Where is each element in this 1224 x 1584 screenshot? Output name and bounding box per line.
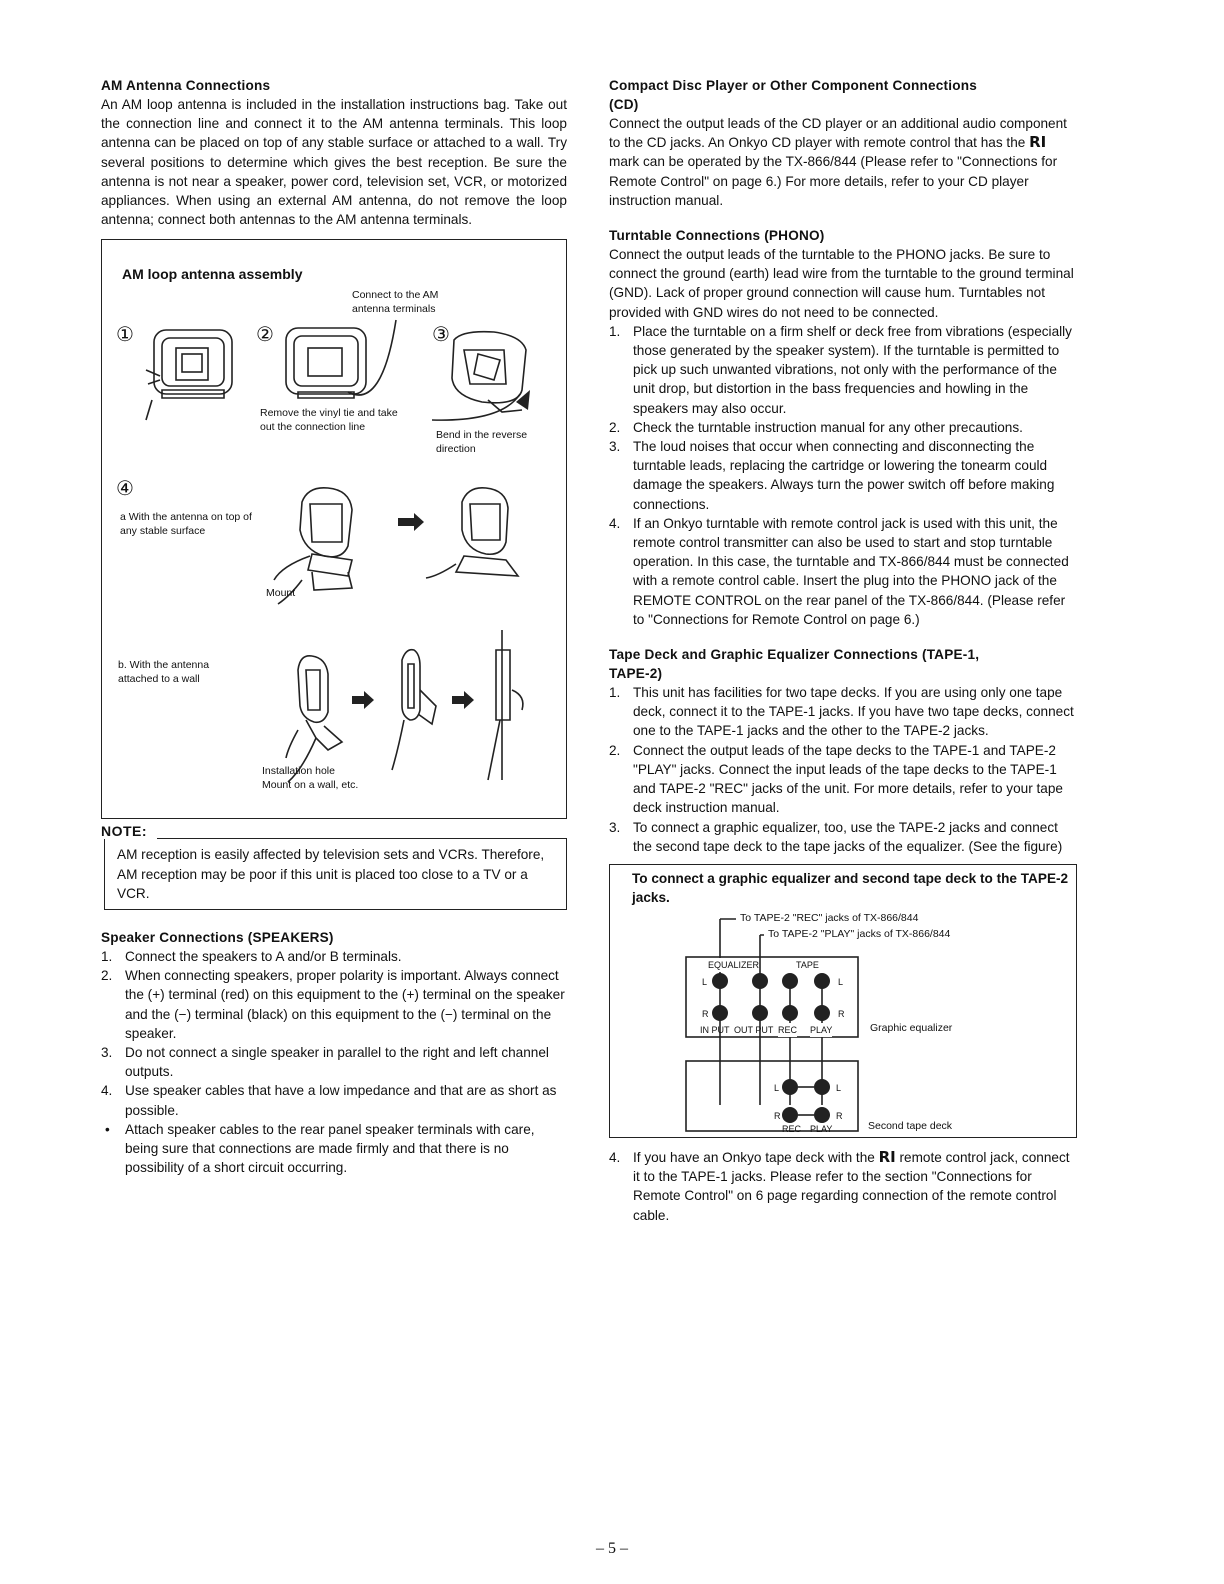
phono-heading: Turntable Connections (PHONO) <box>609 228 825 244</box>
speakers-heading: Speaker Connections (SPEAKERS) <box>101 930 334 946</box>
step-1-marker: ① <box>116 322 134 347</box>
speakers-list <box>101 947 567 1177</box>
deck-left-r: R <box>774 1110 781 1121</box>
surface-label: a With the antenna on top of any stable surface <box>120 511 252 538</box>
ri-mark-icon: RI <box>1029 133 1047 152</box>
list-item: 3. To connect a graphic equalizer, too, use the TAPE-2 jacks and connect the second tape deck to the tape jacks of the equalizer. (See the figure) <box>609 819 1063 854</box>
wall-label: b. With the antenna attached to a wall <box>118 659 210 686</box>
list-item: 1. Place the turntable on a firm shelf or deck free from vibrations (especially those generated by the speaker system). If the turntable is permitted to pick up such unwanted vibrations, not only with the performance of the unit drop, but distortion in the bass frequencies and howling in the speakers may also occur. <box>609 323 1072 416</box>
wall-mount-illustration <box>102 630 568 790</box>
rec-label: REC <box>778 1024 798 1035</box>
mount-wall-label: Mount on a wall, etc. <box>262 779 359 792</box>
list-item: 4. If you have an Onkyo tape deck with the RI remote control jack, connect it to the TAPE-1 jacks. Please refer to the section "Connections for Remote Control" on 6 page regarding connection of the remote control cable. <box>609 1147 1070 1223</box>
list-item: 1. This unit has facilities for two tape decks. If you are using only one tape deck, connect it to the TAPE-1 jacks. If you have two tape decks, connect one to the TAPE-1 jacks and the other to the TAPE-2 jacks. <box>609 685 1074 739</box>
bend-label: Bend in the reverse direction <box>436 429 528 456</box>
list-item: • Attach speaker cables to the rear panel speaker terminals with care, being sure that connections are made firmly and that there is no possibility of a short circuit occurring. <box>105 1121 535 1176</box>
tape-heading-line1: Tape Deck and Graphic Equalizer Connections (TAPE-1, <box>609 647 980 663</box>
output-label: OUT PUT <box>734 1024 774 1035</box>
eq-left-l: L <box>702 976 708 987</box>
surface-mount-illustration <box>102 480 568 610</box>
left-column <box>101 76 567 1177</box>
am-loop-figure <box>101 239 567 819</box>
cd-heading-line1: Compact Disc Player or Other Component Connections <box>609 78 978 93</box>
play-label: PLAY <box>810 1024 833 1035</box>
ri-mark-icon: RI <box>878 1147 896 1166</box>
list-item: 2. When connecting speakers, proper polarity is important. Always connect the (+) terminal (red) on this equipment to the (+) terminal on the speaker and the (−) terminal (black) on this equipment to the (−) terminal on the speaker. <box>101 968 565 1041</box>
tape-heading-line2: TAPE-2) <box>609 666 663 682</box>
eq-right-l: L <box>838 976 844 987</box>
eq-right-r: R <box>838 1008 845 1019</box>
eq-left-r: R <box>702 1008 709 1019</box>
graphic-equalizer-label: Graphic equalizer <box>870 1021 953 1034</box>
list-item: 2. Connect the output leads of the tape decks to the TAPE-1 and TAPE-2 "PLAY" jacks. Connect the input leads of the tape decks to the TAPE-1 and TAPE-2 "REC" jacks of the unit. For more details, refer to your tape deck instruction manual. <box>609 742 1063 816</box>
cd-heading-line2: (CD) <box>609 97 639 112</box>
phono-body: Connect the output leads of the turntable to the PHONO jacks. Be sure to connect the ground (earth) lead wire from the turntable to the ground terminal (GND). Lack of proper ground connection will cause hum. Turntables not provided with GND wires do not need to be connected. <box>609 247 1074 320</box>
deck-left-l: L <box>774 1082 780 1093</box>
am-antenna-heading: AM Antenna Connections <box>101 78 271 93</box>
page-number: – 5 – <box>596 1540 628 1557</box>
equalizer-figure <box>609 864 1077 1138</box>
list-item: 4. Use speaker cables that have a low impedance and that are as short as possible. <box>101 1083 557 1118</box>
cd-body: Connect the output leads of the CD player or an additional audio component to the CD jacks. An Onkyo CD player with remote control that has the RI mark can be operated by the TX-866/844 (Please refer to "Connections for Remote Control" on page 6.) For more details, refer to your CD player instruction manual. <box>609 116 1067 208</box>
step-2-marker: ② <box>256 322 274 347</box>
tape-list <box>609 683 1077 856</box>
phono-list <box>609 322 1077 629</box>
note-section <box>101 823 567 910</box>
remove-label: Remove the vinyl tie and take out the connection line <box>260 407 398 434</box>
note-box <box>104 839 567 910</box>
list-item: 3. The loud noises that occur when connecting and disconnecting the turntable leads, replacing the cartridge or lowering the tonearm could damage the speakers. Always turn the power switch off before making connections. <box>609 439 1055 512</box>
step-3-marker: ③ <box>432 322 450 347</box>
equalizer-jack-label: EQUALIZER <box>708 959 760 970</box>
deck-right-r: R <box>836 1110 843 1121</box>
tape-jack-label: TAPE <box>796 959 819 970</box>
connect-label: Connect to the AM antenna terminals <box>352 289 439 316</box>
to-rec-label: To TAPE-2 "REC" jacks of TX-866/844 <box>740 911 919 924</box>
equalizer-figure-title: To connect a graphic equalizer and second tape deck to the TAPE-2 jacks. <box>632 870 1069 905</box>
installation-hole-label: Installation hole <box>262 765 335 778</box>
figure-title: AM loop antenna assembly <box>122 266 303 283</box>
deck-right-l: L <box>836 1082 842 1093</box>
list-item: 4. If an Onkyo turntable with remote control jack is used with this unit, the remote control transmitter can also be used to start and stop turntable operation. In this case, the turntable and TX-866/844 must be connected with a remote control cable. Insert the plug into the PHONO jack of the REMOTE CONTROL on the rear panel of the TX-866/844. (Please refer to "Connections for Remote Control on page 6.) <box>609 515 1069 627</box>
deck-rec-label: REC <box>782 1123 802 1134</box>
note-divider <box>157 838 567 839</box>
equalizer-wiring-diagram <box>610 865 1078 1137</box>
to-play-label: To TAPE-2 "PLAY" jacks of TX-866/844 <box>768 927 951 940</box>
note-label: NOTE: <box>101 823 148 840</box>
mount-label: Mount <box>266 587 296 600</box>
list-item: 1. Connect the speakers to A and/or B terminals. <box>101 949 402 965</box>
am-antenna-body: An AM loop antenna is included in the installation instructions bag. Take out the connection line and connect it to the AM antenna terminals. This loop antenna can be placed on top of any stable surface or attached to a wall. Try several positions to determine which gives the best reception. Be sure the antenna is not near a speaker, power cord, television set, VCR, or motorized appliances. When using an external AM antenna, do not remove the loop antenna; connect both antennas to the AM antenna terminals. <box>101 97 567 228</box>
step-4-marker: ④ <box>116 476 134 501</box>
list-item: 3. Do not connect a single speaker in parallel to the right and left channel outputs. <box>101 1045 549 1080</box>
tape-list-continued <box>609 1148 1077 1225</box>
note-body: AM reception is easily affected by television sets and VCRs. Therefore, AM reception may be poor if this unit is placed too close to a TV or a VCR. <box>117 847 545 901</box>
list-item: 2. Check the turntable instruction manual for any other precautions. <box>609 419 1023 435</box>
second-tape-deck-label: Second tape deck <box>868 1119 953 1132</box>
right-column <box>609 76 1077 1225</box>
deck-play-label: PLAY <box>810 1123 833 1134</box>
input-label: IN PUT <box>700 1024 730 1035</box>
